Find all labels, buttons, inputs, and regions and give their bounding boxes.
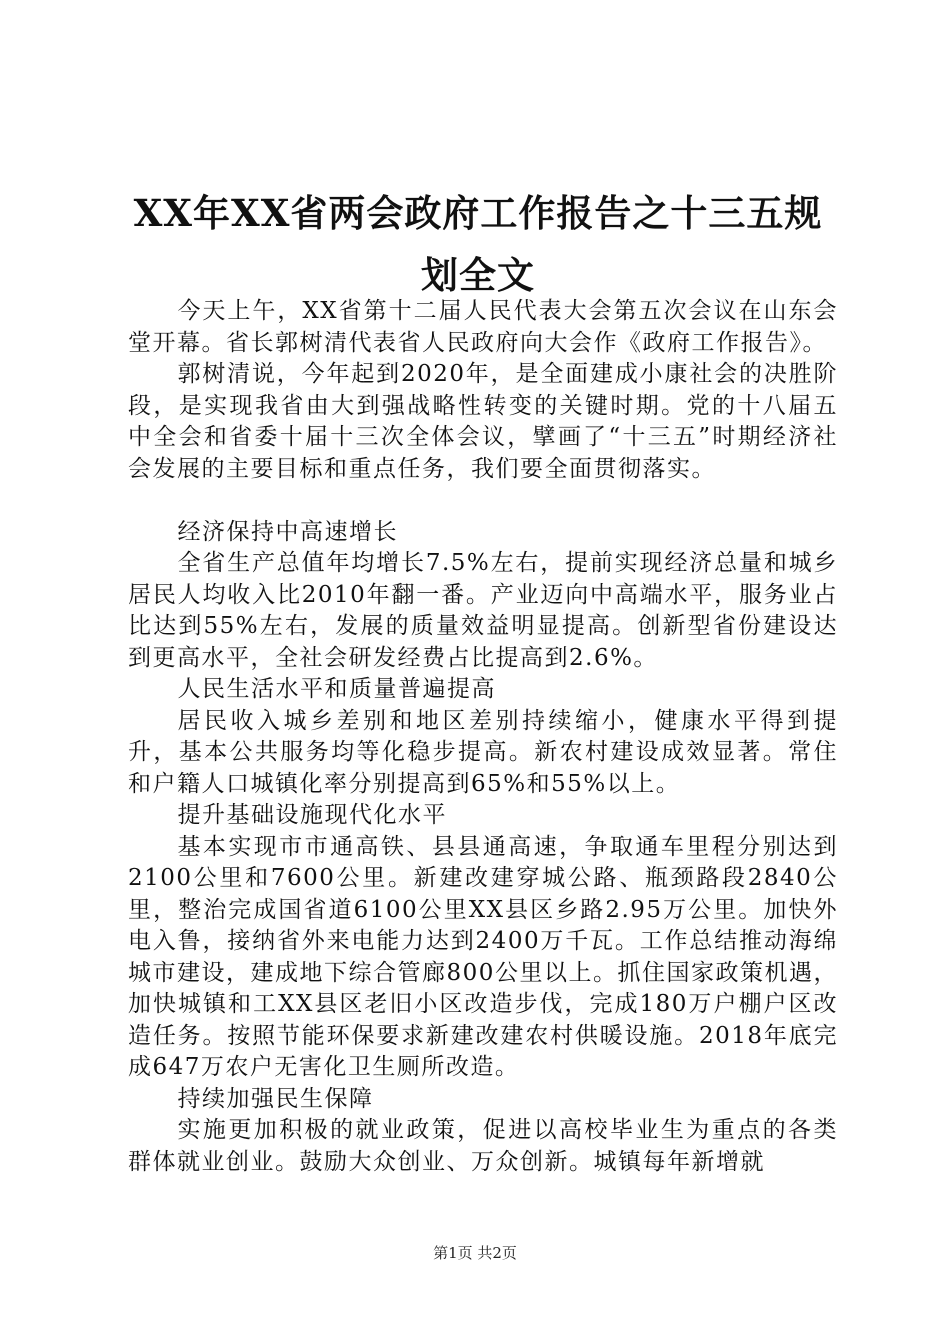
section-heading-economy: 经济保持中高速增长 <box>177 518 398 545</box>
paragraph-gap <box>128 485 838 517</box>
section-heading-welfare: 持续加强民生保障 <box>177 1085 374 1112</box>
paragraph-welfare: 实施更加积极的就业政策，促进以高校毕业生为重点的各类群体就业创业。鼓励大众创业、万众创新。城镇每年新增就 <box>128 1117 838 1175</box>
section-heading-living: 人民生活水平和质量普遍提高 <box>177 676 496 702</box>
paragraph-intro: 今天上午，XX省第十二届人民代表大会第五次会议在山东会堂开幕。省长郭树清代表省人民政府向大会作《政府工作报告》。 <box>128 298 838 356</box>
paragraph-living: 居民收入城乡差别和地区差别持续缩小，健康水平得到提升，基本公共服务均等化稳步提高。新农村建设成效显著。常住和户籍人口城镇化率分别提高到65%和55%以上。 <box>128 707 838 797</box>
paragraph-context: 郭树清说，今年起到2020年，是全面建成小康社会的决胜阶段，是实现我省由大到强战略性转变的关键时期。党的十八届五中全会和省委十届十三次全体会议，擘画了“十三五”时期经济社会发展的主要目标和重点任务，我们要全面贯彻落实。 <box>128 361 838 482</box>
section-heading-infrastructure: 提升基础设施现代化水平 <box>177 802 447 828</box>
paragraph-economy: 全省生产总值年均增长7.5%左右，提前实现经济总量和城乡居民人均收入比2010年翻一番。产业迈向中高端水平，服务业占比达到55%左右，发展的质量效益明显提高。创新型省份建设达到更高水平，全社会研发经费占比提高到2.6%。 <box>128 550 838 671</box>
paragraph-infrastructure: 基本实现市市通高铁、县县通高速，争取通车里程分别达到2100公里和7600公里。新建改建穿城公路、瓶颈路段2840公里，整治完成国省道6100公里XX县区乡路2.95万公里。加快外电入鲁，接纳省外来电能力达到2400万千瓦。工作总结推动海绵城市建设，建成地下综合管廊800公里以上。抓住国家政策机遇，加快城镇和工XX县区老旧小区改造步伐，完成180万户棚户区改造任务。按照节能环保要求新建改建农村供暖设施。2018年底完成647万农户无害化卫生厕所改造。 <box>128 833 838 1080</box>
document-body <box>128 296 838 1178</box>
page-footer: 第1页 共2页 <box>433 1244 517 1262</box>
document-title: XX年XX省两会政府工作报告之十三五规划全文 <box>133 191 823 297</box>
